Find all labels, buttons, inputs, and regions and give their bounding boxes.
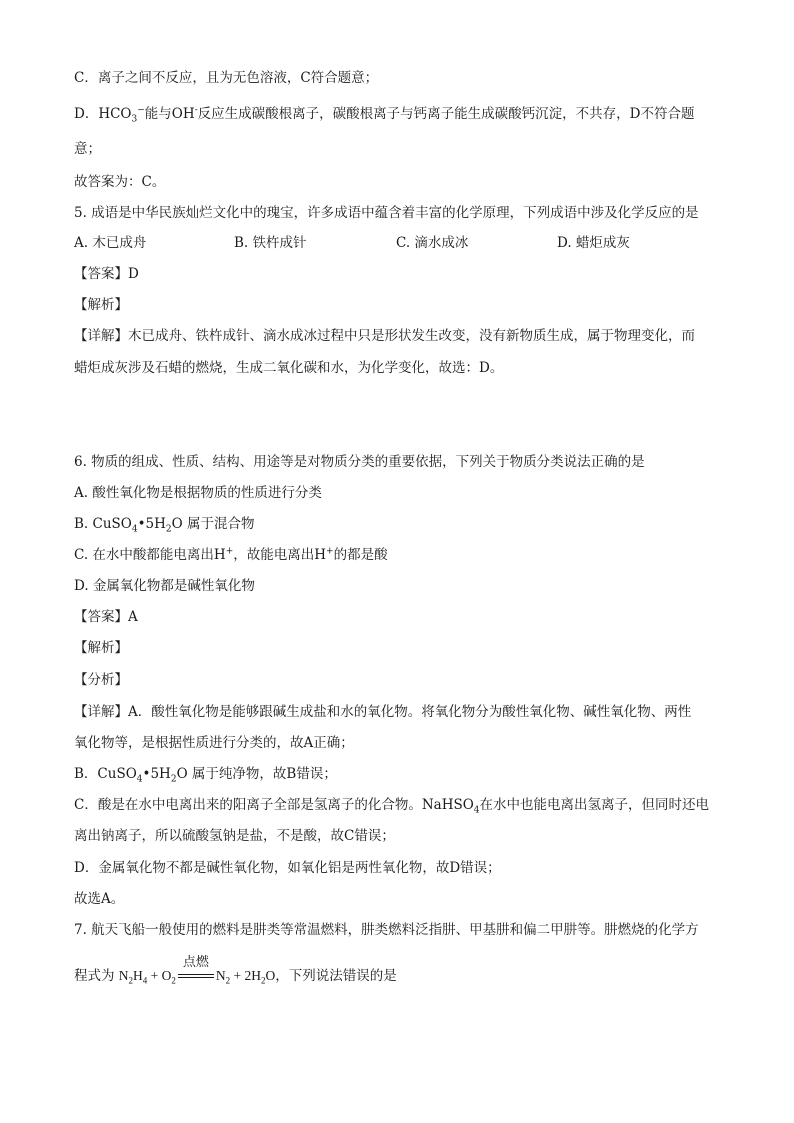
q6-stem: 6. 物质的组成、性质、结构、用途等是对物质分类的重要依据，下列关于物质分类说法正确的是 (74, 454, 645, 470)
q5-option-c: C. 滴水成冰 (396, 235, 469, 251)
q5-stem: 5. 成语是中华民族灿烂文化中的瑰宝，许多成语中蕴含着丰富的化学原理，下列成语中涉及化学反应的是 (74, 205, 699, 221)
q4-option-d-explanation-cont: 意； (74, 141, 101, 157)
q5-option-d: D. 蜡炬成灰 (557, 235, 630, 251)
q6-detail-a-line-1: 【详解】A．酸性氧化物是能够跟碱生成盐和水的氧化物。将氧化物分为酸性氧化物、碱性氧化物、两性 (74, 704, 692, 720)
q5-detail-line-2: 蜡炬成灰涉及石蜡的燃烧，生成二氧化碳和水，为化学变化，故选：D。 (74, 360, 504, 376)
chemical-equation: $N_2H_4 + O_2$ (118, 968, 176, 986)
q5-option-b: B. 铁杵成针 (234, 235, 307, 251)
q5-option-a: A. 木已成舟 (74, 235, 147, 251)
q4-conclusion: 故答案为：C。 (74, 174, 166, 190)
q5-analysis-tag: 【解析】 (74, 297, 128, 313)
reaction-arrow (178, 955, 214, 983)
q4-option-c-explanation: C．离子之间不反应，且为无色溶液，C符合题意； (74, 70, 379, 86)
q6-option-a: A. 酸性氧化物是根据物质的性质进行分类 (74, 485, 322, 501)
q6-option-b: B. $CuSO_4•5H_2O$ 属于混合物 (74, 516, 255, 535)
q6-option-c: C. 在水中酸都能电离出H+，故能电离出H+的都是酸 (74, 546, 388, 563)
q6-conclusion: 故选A。 (74, 891, 125, 907)
q6-detail-d: D．金属氧化物不都是碱性氧化物，如氧化铝是两性氧化物，故D错误； (74, 860, 501, 876)
reaction-condition: 点燃 (182, 955, 209, 970)
q6-option-d: D. 金属氧化物都是碱性氧化物 (74, 578, 255, 594)
q7-stem-line-2: 程式为 $N_2H_4 + O_2$ 点燃 $N_2 + 2H_2O$，下列说法错误的是 (74, 955, 397, 986)
q7-stem-line-1: 7. 航天飞船一般使用的燃料是肼类等常温燃料，肼类燃料泛指肼、甲基肼和偏二甲肼等。肼燃烧的化学方 (74, 922, 699, 938)
q5-answer: 【答案】D (74, 266, 139, 282)
q4-option-d-explanation: D．$HCO_3^-$能与OH-反应生成碳酸根离子，碳酸根离子与钙离子能生成碳酸钙沉淀，不共存，D不符合题 (74, 105, 695, 125)
q6-detail-b: B．$CuSO_4•5H_2O$ 属于纯净物，故B错误； (74, 766, 337, 785)
q6-detail-c-line-2: 离出钠离子，所以硫酸氢钠是盐，不是酸，故C错误； (74, 828, 395, 844)
q6-fenxi-tag: 【分析】 (74, 672, 128, 688)
q6-detail-c-line-1: C．酸是在水中电离出来的阳离子全部是氢离子的化合物。NaHSO$_4$在水中也能电离出氢离子，但同时还电 (74, 797, 710, 816)
q6-detail-a-line-2: 氧化物等，是根据性质进行分类的，故A正确； (74, 735, 354, 751)
q6-analysis-tag: 【解析】 (74, 640, 128, 656)
q5-detail-line-1: 【详解】木已成舟、铁杵成针、滴水成冰过程中只是形状发生改变，没有新物质生成，属于物理变化，而 (74, 328, 695, 344)
q6-answer: 【答案】A (74, 609, 138, 625)
